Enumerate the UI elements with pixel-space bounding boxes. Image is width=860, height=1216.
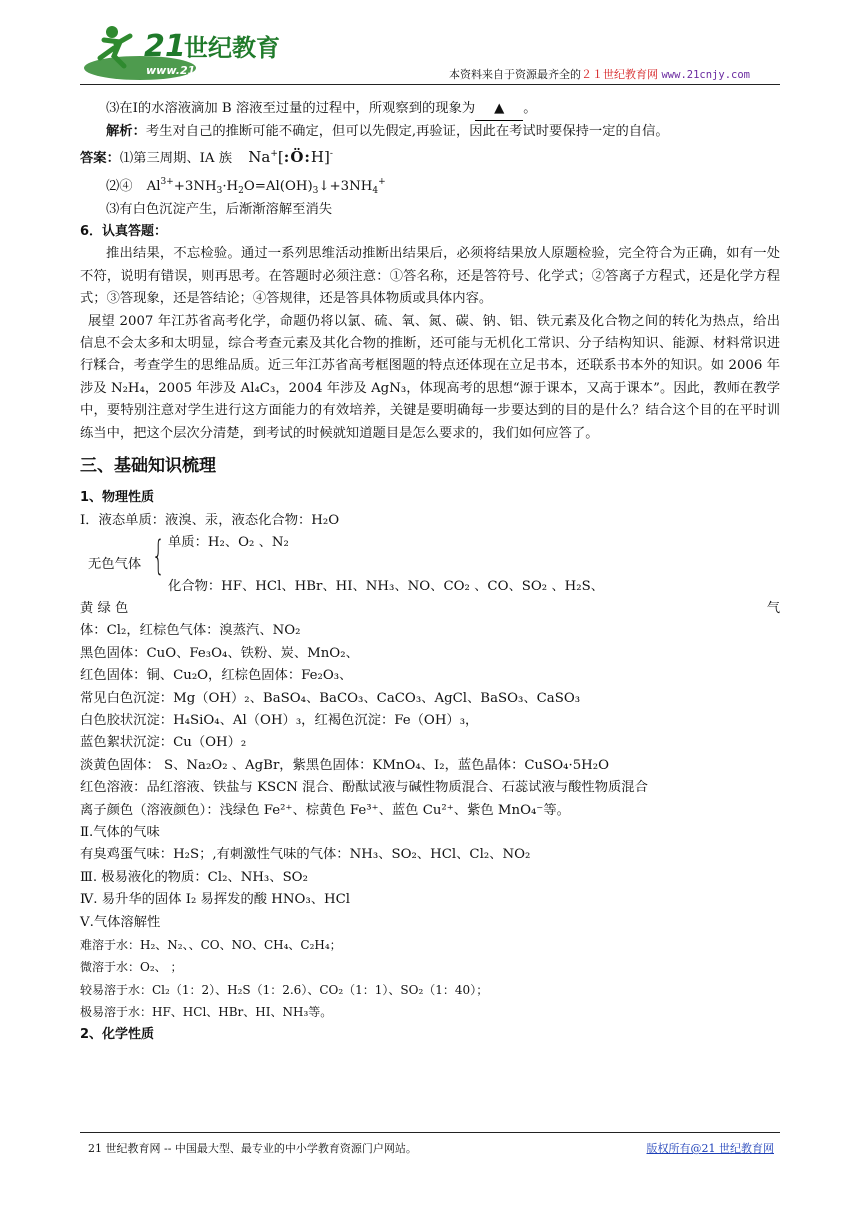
colorless-gas-block (80, 532, 780, 598)
liquid-substances: Ⅰ．液态单质：液溴、汞，液态化合物：H₂O (80, 512, 340, 528)
physical-properties-title: 1、物理性质 (80, 490, 155, 506)
site-logo (80, 18, 280, 82)
answer-blank: ▲ (475, 98, 523, 121)
gas-solubility-title: Ⅴ.气体溶解性 (80, 914, 161, 930)
section-3-title: 三、基础知识梳理 (80, 456, 216, 477)
gas-odor-title: Ⅱ.气体的气味 (80, 824, 160, 840)
brace-icon: { (152, 532, 165, 579)
source-brand: ２１世纪教育网 (580, 68, 658, 81)
footer-divider (80, 1132, 780, 1133)
gas-elements: 单质：H₂、O₂ 、N₂ (168, 534, 289, 550)
chemical-properties-title: 2、化学性质 (80, 1026, 155, 1042)
yellow-green-label: 黄 绿 色 (80, 600, 129, 616)
analysis-label: 解析： (106, 124, 146, 140)
answer-2-label: ⑵④ (106, 179, 133, 195)
footer-slogan: 21 世纪教育网 -- 中国最大型、最专业的中小学教育资源门户网站。 (88, 1142, 417, 1155)
footer-copyright-link[interactable]: 版权所有@21 世纪教育网 (646, 1142, 774, 1155)
svg-text:世纪教育: 世纪教育 (184, 34, 280, 62)
white-precipitates: 常见白色沉淀：Mg（OH）₂、BaSO₄、BaCO₃、CaCO₃、AgCl、BaSO₃、CaSO₃ (80, 690, 581, 706)
source-url[interactable]: www.21cnjy.com (661, 69, 750, 81)
gas-compounds: 化合物：HF、HCl、HBr、HI、NH₃、NO、CO₂ 、CO、SO₂ 、H₂S、 (168, 578, 604, 594)
yellow-green-suffix: 气 (766, 600, 780, 616)
answer-1: ⑴第三周期、ⅠA 族 (119, 150, 233, 166)
answer-label: 答案： (80, 150, 120, 166)
paragraph-answering: 推出结果，不忘检验。通过一系列思维活动推断出结果后，必须将结果放人原题检验，完全符合为正确，如有一处不符，说明有错误，则再思考。在答题时必须注意：①答名称，还是答符号、化学式；②答离子方程式，还是化学方程式；③答现象，还是答结论；④答规律，还是答具体物质或具体内容。 (80, 246, 780, 307)
ion-colors: 离子颜色（溶液颜色）：浅绿色 Fe²⁺、棕黄色 Fe³⁺、蓝色 Cu²⁺、紫色 MnO₄⁻等。 (80, 802, 570, 818)
answer-3: ⑶有白色沉淀产生，后渐渐溶解至消失 (106, 201, 333, 217)
colorless-gas-label: 无色气体 (88, 556, 142, 572)
q3-text: ⑶在Ⅰ的水溶液滴加 B 溶液至过量的过程中，所观察到的现象为 (106, 101, 476, 116)
source-prefix: 本资料来自于资源最齐全的 (448, 68, 581, 81)
analysis-text: 考生对自己的推断可能不确定，但可以先假定,再验证，因此在考试时要保持一定的自信。 (145, 124, 669, 140)
header-divider (80, 84, 780, 85)
svg-text:www.21cnjy.com: www.21cnjy.com (146, 64, 250, 77)
gas-odors: 有臭鸡蛋气味：H₂S；,有刺激性气味的气体：NH₃、SO₂、HCl、Cl₂、NO₂ (80, 847, 531, 863)
black-solids: 黑色固体：CuO、Fe₃O₄、铁粉、炭、MnO₂、 (80, 645, 359, 661)
easily-liquefied: Ⅲ. 极易液化的物质：Cl₂、NH₃、SO₂ (80, 869, 308, 885)
slightly-soluble-gases: 微溶于水：O₂、 ； (80, 960, 183, 975)
fairly-soluble-gases: 较易溶于水：Cl₂（1：2）、H₂S（1：2.6）、CO₂（1：1）、SO₂（1：40）； (80, 982, 489, 997)
answer-line-2 (80, 176, 780, 198)
paragraph-outlook: 展望 2007 年江苏省高考化学，命题仍将以氯、硫、氧、氮、碳、钠、铝、铁元素及化合物之间的转化为热点，给出信息不会太多和太明显，综合考查元素及其化合物的推断，还可能与无机化工常识、分子结构知识、能源、材料常识进行糅合，考查学生的思维品质。近三年江苏省高考框图题的特点还体现在立足书本，还联系书本外的知识。如 2006 年涉及 N₂H₄，2005 年涉及 Al₄C₃，2004 年涉及 AgN₃，体现高考的思想“源于课本，又高于课本”。因此，教师在教学中，要特别注意对学生进行这方面能力的有效培养，关键是要明确每一步要达到的目的是什么？结合这个目的在平时训练当中，把这个层次分清楚，到考试的时候就知道题目是怎么要求的，我们如何应答了。 (80, 313, 780, 441)
question-3 (80, 98, 780, 121)
red-solids: 红色固体：铜、Cu₂O，红棕色固体：Fe₂O₃、 (80, 668, 353, 684)
section-6-title: 6．认真答题： (80, 224, 168, 240)
svg-text:21: 21 (144, 29, 186, 64)
electron-formula: Na+[:Ö:H]- (248, 147, 333, 166)
analysis (80, 121, 780, 143)
blue-precipitate: 蓝色絮状沉淀：Cu（OH）₂ (80, 735, 247, 751)
pale-yellow-solids: 淡黄色固体： S、Na₂O₂ 、AgBr，紫黑色固体：KMnO₄、I₂，蓝色晶体：CuSO₄·5H₂O (80, 757, 609, 773)
colored-gases: 体：Cl₂，红棕色气体：溴蒸汽、NO₂ (80, 623, 301, 639)
sublimation-volatile: Ⅳ. 易升华的固体 I₂ 易挥发的酸 HNO₃、HCl (80, 892, 351, 908)
answer-line-1 (80, 146, 780, 170)
insoluble-gases: 难溶于水：H₂、N₂、、CO、NO、CH₄、C₂H₄； (80, 938, 342, 952)
colloidal-precipitates: 白色胶状沉淀：H₄SiO₄、Al（OH）₃，红褐色沉淀：Fe（OH）₃， (80, 712, 479, 728)
header-source-note (449, 66, 750, 82)
very-soluble-gases: 极易溶于水：HF、HCl、HBr、HI、NH₃等。 (80, 1005, 333, 1020)
q3-suffix: 。 (523, 101, 537, 116)
red-solutions: 红色溶液：品红溶液、铁盐与 KSCN 混合、酚酞试液与碱性物质混合、石蕊试液与酸性物质混合 (80, 780, 648, 796)
yellow-green-row (80, 598, 780, 620)
main-content (80, 98, 780, 1046)
answer-2-equation: $Al^{3+}+3NH_3\cdot H_2O=Al(OH)_3↓+3NH_4^+$ (146, 177, 386, 197)
